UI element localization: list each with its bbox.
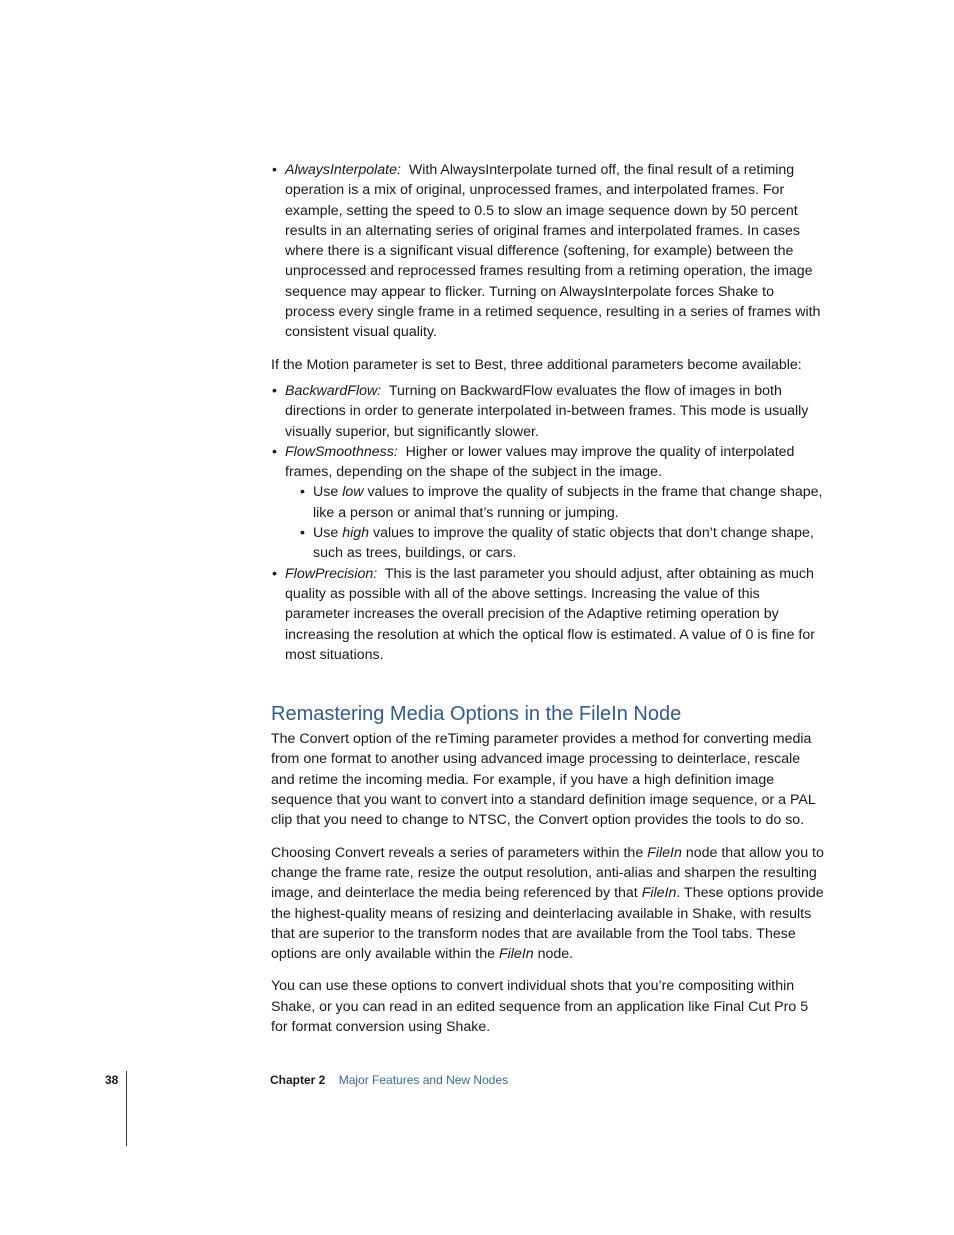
desc-flow-precision: This is the last parameter you should adjust, after obtaining as much quality as possible with all of the above settings. Increasing the value of this parameter increases the overall precision of the Adaptive retiming operation by increasing the resolution at which the optical flow is estimated. A value of 0 is fine for most situations. [285, 565, 815, 663]
term-flow-smoothness: FlowSmoothness: [285, 443, 398, 460]
page-number: 38 [105, 1073, 119, 1087]
bullet-always-interpolate [271, 160, 827, 343]
p2-filein-1: FileIn [647, 844, 682, 861]
footer-divider [126, 1071, 127, 1146]
sub-low-post: values to improve the quality of subjects in the frame that change shape, like a person or animal that’s running or jumping. [313, 484, 823, 521]
p2-text-d: node. [537, 946, 574, 963]
sub-bullet-low [285, 482, 827, 523]
paragraph-use-options: You can use these options to convert individual shots that you’re compositing within Shake, or you can read in an edited sequence from an application like Final Cut Pro 5 for format conversion using Shake. [271, 978, 809, 1035]
bullet-list-interpolate [271, 160, 827, 343]
footer-chapter [270, 1073, 508, 1087]
desc-always-interpolate: With AlwaysInterpolate turned off, the final result of a retiming operation is a mix of original, unprocessed frames, and interpolated frames. For example, setting the speed to 0.5 to slow an image sequence down by 50 percent results in an alternating series of original frames and interpolated frames. In cases where there is a significant visual difference (softening, for example) between the unprocessed and reprocessed frames resulting from a retiming operation, the image sequence may appear to flicker. Turning on AlwaysInterpolate forces Shake to process every single frame in a retimed sequence, resulting in a series of frames with consistent visual quality. [285, 162, 821, 341]
sub-bullet-list [285, 482, 827, 563]
sub-high-em: high [342, 525, 370, 542]
bullet-list-best-params [271, 381, 827, 665]
chapter-label: Chapter 2 [270, 1073, 326, 1087]
sub-low-pre: Use [313, 484, 339, 501]
p2-text-b: node that allow you to change the frame rate, resize the output resolution, anti-alias and sharpen the resulting image, and deinterlace the media being referenced by that [271, 844, 824, 902]
sub-high-post: values to improve the quality of static objects that don’t change shape, such as trees, buildings, or cars. [313, 525, 814, 562]
page-content [271, 160, 827, 1037]
term-backward-flow: BackwardFlow: [285, 382, 382, 399]
term-flow-precision: FlowPrecision: [285, 565, 378, 582]
p2-filein-2: FileIn [641, 885, 677, 902]
sub-bullet-high [285, 523, 827, 564]
paragraph-convert: The Convert option of the reTiming parameter provides a method for converting media from one format to another using advanced image processing to deinterlace, rescale and retime the incoming media. For example, if you have a high definition image sequence that you want to convert into a standard definition image sequence, or a PAL clip that you need to change to NTSC, the Convert option provides the tools to do so. [271, 731, 816, 829]
term-always-interpolate: AlwaysInterpolate: [285, 162, 401, 178]
intro-paragraph: If the Motion parameter is set to Best, three additional parameters become available: [271, 356, 802, 373]
p2-text-c: . These options provide the highest-quality means of resizing and deinterlacing available in Shake, with results that are superior to the transform nodes that are available from the Tool tabs. These options are only available within the [271, 885, 824, 963]
bullet-flow-precision [271, 564, 827, 665]
sub-low-em: low [342, 484, 364, 501]
p2-filein-3: FileIn [498, 946, 534, 963]
chapter-title: Major Features and New Nodes [338, 1073, 509, 1087]
p2-text-a: Choosing Convert reveals a series of parameters within the [271, 844, 644, 861]
section-heading: Remastering Media Options in the FileIn Node [271, 703, 682, 726]
paragraph-choosing-convert [271, 843, 827, 965]
bullet-flow-smoothness [271, 442, 827, 564]
sub-high-pre: Use [313, 525, 339, 542]
desc-backward-flow: Turning on BackwardFlow evaluates the flow of images in both directions in order to generate interpolated in-between frames. This mode is usually visually superior, but significantly slower. [285, 382, 809, 440]
desc-flow-smoothness: Higher or lower values may improve the quality of interpolated frames, depending on the shape of the subject in the image. [285, 443, 795, 481]
bullet-backward-flow [271, 381, 827, 442]
